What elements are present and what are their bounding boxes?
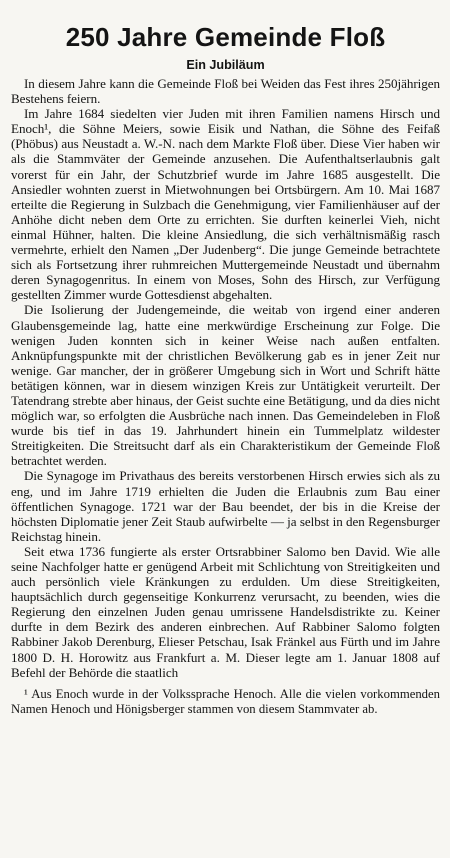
- footnote: ¹ Aus Enoch wurde in der Volkssprache Henoch. Alle die vielen vorkommenden Namen Henoch und Hönigsberger stammen von diesem Stammvater ab.: [11, 686, 440, 716]
- paragraph-2: Im Jahre 1684 siedelten vier Juden mit ihren Familien namens Hirsch und Enoch¹, die Söhne Meiers, sowie Eisik und Nathan, die Söhne des Feifaß (Phöbus) aus Neustadt a. W.-N. nach dem Markte Floß über. Diese Vier haben wir als die Stammväter der Gemeinde anzusehen. Die Aufenthaltserlaubnis galt vorerst für ein Jahr, der Schutzbrief wurde im Jahre 1685 ausgestellt. Die Ansiedler wohnten zuerst in Mietwohnungen bei Ortsbürgern. Am 10. Mai 1687 erteilte die Regierung in Sulzbach die Genehmigung, vier Familienhäuser auf der Anhöhe dicht neben dem Orte zu errichten. Sie durften keinerlei Vieh, nicht einmal Hühner, halten. Die kleine Ansiedlung, die sich verhältnismäßig rasch vermehrte, erhielt den Namen „Der Judenberg“. Die junge Gemeinde betrachtete sich als Fortsetzung ihrer ruhmreichen Muttergemeinde Neustadt und übernahm deren Synagogenritus. In einem von Moses, Sohn des Hirsch, zur Verfügung gestellten Zimmer wurde Gottesdienst abgehalten.: [11, 106, 440, 303]
- paragraph-3: Die Isolierung der Judengemeinde, die weitab von irgend einer anderen Glaubensgemeinde lag, hatte eine merkwürdige Erscheinung zur Folge. Die wenigen Juden konnten sich in keiner Weise nach außen entfalten. Anknüpfungspunkte mit der christlichen Bevölkerung gab es in jener Zeit nur wenige. Gar mancher, der in größerer Umgebung sich in Wort und Schrift hätte betätigen können, war in diesem winzigen Kreis zur Untätigkeit verurteilt. Der Tatendrang strebte aber hinaus, der Geist suchte eine Betätigung, und da dies nicht möglich war, so erfolgten die Ausbrüche nach innen. Das Gemeindeleben in Floß wurde bis tief in das 19. Jahrhundert hinein ein Tummelplatz wildester Streitigkeiten. Die Streitsucht darf als ein Charakteristikum der Gemeinde Floß betrachtet werden.: [11, 302, 440, 469]
- paragraph-5: Seit etwa 1736 fungierte als erster Ortsrabbiner Salomo ben David. Wie alle seine Nachfolger hatte er genügend Arbeit mit Schlichtung von Streitigkeiten und auch persönlich viele Kränkungen zu erdulden. Um diese Streitigkeiten, hauptsächlich durch gegenseitige Konkurrenz verursacht, zu beenden, wies die Regierung den einzelnen Juden genau umrissene Handelsdistrikte zu. Keiner durfte in dem Bezirk des anderen einbrechen. Auf Rabbiner Salomo folgten Rabbiner Jakob Derenburg, Elieser Petschau, Isak Fränkel aus Fürth und im Jahre 1800 D. H. Horowitz aus Frankfurt a. M. Dieser legte am 1. Januar 1808 auf Befehl der Behörde die staatlich: [11, 543, 440, 680]
- paragraph-4: Die Synagoge im Privathaus des bereits verstorbenen Hirsch erwies sich als zu eng, und im Jahre 1719 erhielten die Juden die Erlaubnis zum Bau einer öffentlichen Synagoge. 1721 war der Bau beendet, der bis in die Kreise der höchsten Diplomatie jener Zeit Staub aufwirbelte — ja selbst in den Regensburger Reichstag hinein.: [11, 468, 440, 544]
- paragraph-1: In diesem Jahre kann die Gemeinde Floß bei Weiden das Fest ihres 250jährigen Bestehens feiern.: [11, 76, 440, 107]
- article-body: [11, 76, 440, 680]
- article-subtitle: Ein Jubiläum: [186, 58, 265, 72]
- article-title: 250 Jahre Gemeinde Floß: [65, 22, 386, 52]
